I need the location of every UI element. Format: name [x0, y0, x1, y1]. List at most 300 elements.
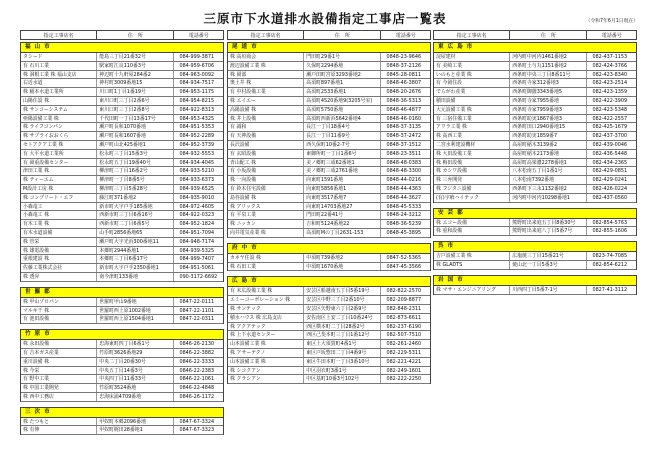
- contractor-address: 中央四丁目11番33号: [97, 375, 174, 383]
- contractor-name: 山本設備工業 株: [228, 340, 304, 348]
- contractor-name: 右近水道: [21, 79, 97, 87]
- contractor-row: [434, 88, 636, 97]
- contractor-address: 高須町5750番地: [304, 106, 381, 114]
- contractor-row: [228, 150, 430, 159]
- contractor-phone: 084-922-0323: [179, 212, 215, 219]
- contractor-address: 柳津町三丁目5番28号: [97, 185, 174, 193]
- contractor-row: [21, 159, 223, 168]
- contractor-address: 西条町寺家7955番地: [510, 97, 587, 105]
- contractor-name: 積田設備: [434, 97, 510, 105]
- contractor-row: [228, 115, 430, 124]
- contractor-phone: 0848-46-4877: [386, 106, 422, 113]
- contractor-address: 柳津町二丁目16番2号: [97, 167, 174, 175]
- contractor-row: [21, 340, 223, 349]
- contractor-phone: 084-953-4325: [179, 115, 215, 122]
- contractor-row: [228, 358, 430, 367]
- contractor-row: [21, 150, 223, 159]
- contractor-phone: 082-422-2557: [592, 115, 628, 122]
- contractor-phone: 084-951-5353: [179, 124, 215, 131]
- contractor-phone: 082-848-2311: [386, 305, 422, 312]
- contractor-address: 中須町1670番地: [304, 263, 381, 271]
- contractor-phone: 0848-37-2472: [386, 133, 422, 140]
- contractor-phone: 0848-45-5333: [386, 203, 422, 210]
- contractor-name: 株 甲山プロパン: [21, 298, 97, 306]
- contractor-address: 東区上大須賀町4番1号: [304, 340, 381, 348]
- contractor-name: 向井電気産業 株: [228, 229, 304, 237]
- contractor-name: 有 野中工業: [21, 375, 97, 383]
- page-title: 三原市下水道排水設備指定工事店一覧表: [203, 11, 447, 26]
- contractor-phone: 084-951-5061: [179, 265, 215, 272]
- contractor-address: 高屋町高梁濃2278番地1: [510, 159, 587, 167]
- contractor-phone: 0847-22-0111: [179, 298, 215, 305]
- contractor-name: 株 ニッカン: [228, 220, 304, 228]
- contractor-row: [21, 141, 223, 150]
- contractor-phone: 082-423-8340: [592, 71, 628, 78]
- contractor-row: [21, 115, 223, 124]
- contractor-name: 株 岡部: [228, 71, 304, 79]
- contractor-name: 株 雄電設備: [21, 247, 97, 255]
- contractor-phone: 0846-22-1061: [179, 376, 215, 383]
- contractor-row: [228, 340, 430, 349]
- contractor-row: [434, 176, 636, 185]
- contractor-address: 能島三丁目21番32号: [97, 53, 174, 61]
- contractor-name: 有 美崎工業: [434, 62, 510, 70]
- contractor-row: [228, 349, 430, 358]
- contractor-phone: 084-963-0092: [179, 71, 215, 78]
- contractor-address: 本郷町2944番地1: [97, 247, 174, 255]
- contractor-row: [228, 53, 430, 62]
- contractor-name: 島谷設備 株: [228, 194, 304, 202]
- contractor-name: 株 クラシアン: [228, 375, 304, 383]
- contractor-address: 熊野町出来庭八丁目5番7号: [510, 227, 587, 235]
- contractor-address: 向東町3517番地7: [304, 194, 381, 202]
- contractor-name: いのもと産業 株: [434, 71, 510, 79]
- contractor-address: 駅家町江良110番3号: [97, 62, 174, 70]
- area-section: [20, 329, 224, 402]
- contractor-name: 有 今岡住設: [434, 79, 510, 87]
- contractor-address: 美ノ郷町三成2761番地: [304, 167, 381, 175]
- contractor-row: [21, 132, 223, 141]
- contractor-address: 川西四丁目5番7-1号: [510, 286, 587, 294]
- contractor-address: 世羅町西上原1002番地: [97, 307, 174, 315]
- contractor-address: 安芸区船越南五丁目5番19号: [304, 287, 381, 295]
- contractor-row: [21, 62, 223, 71]
- contractor-address: 高須町4520番地9(3205号室): [304, 97, 381, 105]
- contractor-row: [434, 71, 636, 80]
- contractor-address: 西条町田口2940番地15: [510, 123, 587, 131]
- area-section: [433, 241, 637, 270]
- contractor-row: [228, 305, 430, 314]
- contractor-phone: 084-939-5325: [179, 247, 215, 254]
- contractor-row: [434, 219, 636, 228]
- contractor-phone: 082-423-1359: [592, 89, 628, 96]
- contractor-address: 西新市町二丁目6番5号: [97, 220, 174, 228]
- contractor-row: [21, 307, 223, 316]
- contractor-row: [434, 150, 636, 159]
- contractor-row: [228, 132, 430, 141]
- area-section: [433, 208, 637, 237]
- contractor-phone: 0848-44-4363: [386, 185, 422, 192]
- contractor-phone: 0848-44-3627: [386, 194, 422, 201]
- contractor-row: [228, 123, 430, 132]
- contractor-row: [434, 141, 636, 150]
- contractor-address: 瀬戸町長和1070番地: [97, 123, 174, 131]
- contractor-row: [228, 375, 430, 384]
- contractor-row: [228, 185, 430, 194]
- contractor-row: [21, 106, 223, 115]
- contractor-phone: 082-261-2460: [386, 341, 422, 348]
- contractor-row: [21, 194, 223, 203]
- contractor-row: [228, 287, 430, 296]
- contractor-phone: 0848-23-9646: [386, 54, 422, 60]
- contractor-phone: 082-422-3909: [592, 97, 628, 104]
- contractor-name: アワラ工業 株: [434, 123, 510, 131]
- area-heading: 安 芸 郡: [434, 209, 636, 219]
- contractor-address: 瀬戸町大字光浜300番地11: [97, 238, 174, 246]
- contractor-phone: 082-434-2365: [592, 159, 628, 166]
- contractor-address: 安芸区矢野東六丁目2番9号: [304, 305, 381, 313]
- contractor-address: 本郷町三丁目6番17号: [97, 255, 174, 263]
- header-phone: 電話番号: [395, 33, 416, 39]
- date-note: （令和7年6月1日現在）: [585, 19, 638, 24]
- contractor-name: 株 上下水道センター: [228, 331, 304, 339]
- header-phone: 電話番号: [601, 33, 622, 39]
- contractor-name: 有木水道設備: [21, 229, 97, 237]
- contractor-row: [434, 227, 636, 236]
- contractor-name: 重川設備 株: [21, 358, 97, 366]
- contractor-name: 二宮水利建設機材: [434, 141, 510, 149]
- contractor-name: 淀屋建材: [434, 53, 510, 61]
- area-section: [20, 42, 224, 282]
- area-heading: 岩 国 市: [434, 276, 636, 286]
- contractor-row: [21, 315, 223, 324]
- contractor-address: 西区横本町二丁目28番2号: [304, 323, 381, 331]
- contractor-row: [21, 167, 223, 176]
- contractor-phone: 084-953-1175: [179, 89, 215, 96]
- contractor-phone: 082-222-2250: [386, 376, 422, 383]
- contractor-phone: 0823-74-7085: [592, 253, 628, 260]
- contractor-name: 株 管栄: [21, 238, 97, 246]
- contractor-name: マルキ干 株: [21, 307, 97, 315]
- contractor-row: [228, 367, 430, 376]
- contractor-row: [21, 71, 223, 80]
- contractor-phone: 0848-37-1512: [386, 141, 422, 148]
- contractor-name: 株 梅田設備: [434, 159, 510, 167]
- contractor-phone: 084-935-9010: [179, 194, 215, 201]
- contractor-name: 株 高垣商会: [228, 53, 304, 61]
- contractor-address: 西条町助実1867番地3: [510, 115, 587, 123]
- column-header: [227, 30, 431, 40]
- contractor-address: 高須町2533番地1: [304, 88, 381, 96]
- contractor-name: M設計工房 株: [21, 185, 97, 193]
- contractor-name: 株 ティーエム: [21, 176, 97, 184]
- contractor-name: セトアクア工業 株: [21, 141, 97, 149]
- contractor-address: 千代田町一丁目13番17号: [97, 115, 174, 123]
- contractor-phone: 0848-37-3135: [386, 124, 422, 131]
- contractor-address: 川口町1丁目1番19号: [97, 88, 174, 96]
- contractor-phone: 082-437-1153: [592, 54, 628, 60]
- contractor-row: [21, 298, 223, 307]
- contractor-name: 株 石田工業: [228, 263, 304, 271]
- contractor-name: 有木工業 株: [21, 220, 97, 228]
- contractor-phone: 0847-22-1101: [179, 307, 215, 314]
- contractor-name: 株 サンコーシステム: [21, 106, 97, 114]
- contractor-name: 株 三弁開発: [434, 176, 510, 184]
- contractor-address: 河内町中河内10298番地1: [510, 194, 587, 202]
- contractor-address: 安芸区中野三丁目2番10号: [304, 296, 381, 304]
- contractor-phone: 0847-22-0311: [179, 316, 215, 323]
- contractor-address: 東区牛田本町一丁目3番10号: [304, 358, 381, 366]
- contractor-row: [21, 203, 223, 212]
- contractor-name: 株 アリックス: [228, 203, 304, 211]
- contractor-row: [21, 185, 223, 194]
- contractor-row: [434, 194, 636, 203]
- contractor-phone: 082-855-1606: [592, 228, 628, 235]
- contractor-name: カネヤ住設 株: [228, 254, 304, 262]
- contractor-address: 西条町助実1859番7: [510, 132, 587, 140]
- header-address: 住 所: [304, 31, 381, 39]
- contractor-name: (有)宇喰ハイテック: [434, 194, 510, 202]
- area-section: [227, 42, 431, 238]
- area-section: [227, 243, 431, 272]
- contractor-name: 有 吉本ガス産業: [21, 349, 97, 357]
- contractor-phone: 082-423-5348: [592, 106, 628, 113]
- contractor-name: 株 コンプリート・エフ: [21, 194, 97, 202]
- contractor-name: 小森竜工 株: [21, 211, 97, 219]
- contractor-name: 有 誠和: [228, 123, 304, 131]
- contractor-name: 有 鈴木住宅設備: [228, 185, 304, 193]
- contractor-phone: 082-429-0241: [592, 177, 628, 184]
- contractor-phone: 082-873-6611: [386, 314, 422, 321]
- contractor-row: [434, 123, 636, 132]
- contractor-name: 有 末広設備工業 株: [228, 287, 304, 295]
- contractor-phone: 0846-22-2383: [179, 367, 215, 374]
- header-name: 指定工事店名: [21, 31, 97, 39]
- contractor-name: 有 中村設備工業: [228, 88, 304, 96]
- contractor-phone: 082-424-3766: [592, 62, 628, 69]
- contractor-row: [228, 159, 430, 168]
- contractor-name: 有 小坂設備: [228, 167, 304, 175]
- contractor-row: [434, 62, 636, 71]
- contractor-phone: 082-425-1679: [592, 124, 628, 131]
- area-heading: 呉 市: [434, 242, 636, 252]
- column-header: [20, 30, 224, 40]
- contractor-row: [21, 220, 223, 229]
- contractor-row: [228, 331, 430, 340]
- column-left: [20, 30, 224, 440]
- contractor-name: 有 岡重設備センター: [21, 159, 97, 167]
- contractor-row: [21, 426, 223, 435]
- contractor-phone: 084-932-5553: [179, 150, 215, 157]
- contractor-address: 八本松南7392番地: [510, 176, 587, 184]
- area-heading: 福 山 市: [21, 43, 223, 53]
- contractor-row: [228, 106, 430, 115]
- contractor-name: 株 大田設備工業: [434, 150, 510, 158]
- contractor-address: 高須町897番地1: [304, 79, 381, 87]
- contractor-name: 株 今栄: [21, 367, 97, 375]
- contractor-row: [434, 185, 636, 194]
- contractor-row: [228, 203, 430, 212]
- contractor-name: 大元設備工業 株: [434, 106, 510, 114]
- contractor-phone: 082-437-3700: [592, 133, 628, 140]
- contractor-name: 株 一向設備: [228, 176, 304, 184]
- contractor-row: [21, 273, 223, 282]
- contractor-phone: 082-437-0560: [592, 194, 628, 201]
- contractor-row: [21, 264, 223, 273]
- contractor-row: [21, 176, 223, 185]
- contractor-phone: 0848-48-3300: [386, 168, 422, 175]
- contractor-phone: 084-939-6525: [179, 185, 215, 192]
- contractor-phone: 0846-26-2130: [179, 341, 215, 348]
- contractor-address: 新市町大字戸手2350番地1: [97, 264, 174, 272]
- contractor-address: 竹原町3626番地29: [97, 349, 174, 357]
- contractor-row: [21, 123, 223, 132]
- contractor-phone: 084-952-1824: [179, 221, 215, 228]
- header-name: 指定工事店名: [434, 31, 510, 39]
- contractor-row: [228, 323, 430, 332]
- contractor-address: 西条町下三永1132番地2: [510, 185, 587, 193]
- contractor-row: [228, 296, 430, 305]
- area-heading: 三 次 市: [21, 408, 223, 418]
- contractor-name: 株 サンテック: [228, 305, 304, 313]
- contractor-phone: 0848-24-3212: [386, 212, 422, 219]
- contractor-row: [228, 141, 430, 150]
- contractor-row: [228, 88, 430, 97]
- contractor-phone: 084-999-7407: [179, 256, 215, 263]
- area-heading: 広 島 市: [228, 277, 430, 287]
- contractor-phone: 082-221-4221: [386, 358, 422, 365]
- contractor-address: 門田町29番1号: [304, 53, 381, 61]
- contractor-address: 東御所町一丁目1番6号: [304, 150, 381, 158]
- contractor-row: [21, 97, 223, 106]
- contractor-address: 中区羽衣町3番1号: [304, 367, 381, 375]
- contractor-address: 西条町土与丸1151番地2: [510, 62, 587, 70]
- contractor-address: 瀬戸田町宮原3293番地2: [304, 71, 381, 79]
- contractor-phone: 082-209-8877: [386, 297, 422, 304]
- contractor-address: 安佐南区上安二丁目10番24号: [304, 314, 381, 322]
- contractor-phone: 090-3172-6692: [179, 273, 218, 280]
- contractor-phone: 0846-26-1172: [179, 393, 215, 400]
- contractor-row: [434, 115, 636, 124]
- contractor-name: 株 中国工業開発: [21, 384, 97, 392]
- contractor-row: [434, 261, 636, 270]
- contractor-row: [434, 252, 636, 261]
- contractor-address: 山手町2856番地65: [97, 229, 174, 237]
- header-name: 指定工事店名: [228, 31, 304, 39]
- header-address: 住 所: [97, 31, 174, 39]
- contractor-phone: 0847-52-5365: [386, 254, 422, 261]
- contractor-phone: 084-999-3871: [179, 54, 215, 60]
- contractor-address: 美ノ郷町三成62番地1: [304, 159, 381, 167]
- contractor-phone: 0846-22-3333: [179, 358, 215, 365]
- contractor-name: 渡辺設備工業 株: [228, 62, 304, 70]
- contractor-row: [228, 97, 430, 106]
- contractor-name: 株 マサ・エンジニアリング: [434, 286, 510, 294]
- contractor-phone: 084-934-7517: [179, 80, 215, 87]
- contractor-address: 南今津町133番地: [97, 273, 174, 281]
- contractor-name: 青山配工 株: [228, 159, 304, 167]
- contractor-address: 西条町寺家312番地3: [510, 79, 587, 87]
- contractor-name: 株 エイエー: [228, 97, 304, 105]
- contractor-name: 有 大平水道工業所: [21, 150, 97, 158]
- contractor-address: 広塩焼三丁目15番21号: [510, 252, 587, 260]
- contractor-address: 神辺町十九軒屋284番2: [97, 71, 174, 79]
- contractor-name: 小森竜工: [21, 203, 97, 211]
- contractor-phone: 084-952-2289: [179, 133, 215, 140]
- header-address: 住 所: [510, 31, 587, 39]
- contractor-phone: 084-948-7174: [179, 238, 215, 245]
- contractor-phone: 084-972-4605: [179, 203, 215, 210]
- contractor-address: 八本松南五丁目1番1号: [510, 167, 587, 175]
- area-heading: 東 広 島 市: [434, 43, 636, 53]
- contractor-address: 河内町中河内1461番地2: [510, 53, 587, 61]
- contractor-row: [434, 132, 636, 141]
- column-right: [433, 30, 637, 300]
- contractor-name: 株 シコクアン: [228, 367, 304, 375]
- contractor-row: [21, 358, 223, 367]
- contractor-phone: 0847-45-3566: [386, 263, 422, 270]
- column-middle: [227, 30, 431, 389]
- area-section: [20, 407, 224, 436]
- contractor-name: 長沢設備: [228, 141, 304, 149]
- contractor-row: [434, 167, 636, 176]
- contractor-name: 有 天神設備: [228, 132, 304, 140]
- contractor-address: 向東町1591番地: [304, 176, 381, 184]
- contractor-row: [228, 176, 430, 185]
- contractor-phone: 0847-67-3324: [179, 418, 215, 425]
- contractor-phone: 082-429-0851: [592, 168, 628, 175]
- contractor-phone: 082-249-1601: [386, 367, 422, 374]
- contractor-phone: 0848-37-2126: [386, 62, 422, 69]
- contractor-name: 株 カシワ設備: [434, 167, 510, 175]
- contractor-name: でらがわ産業: [434, 88, 510, 96]
- contractor-address: 竹原町3524番地: [97, 384, 174, 392]
- contractor-address: 新市町大字戸手185番地: [97, 203, 174, 211]
- contractor-address: 世羅町西上原1504番地1: [97, 315, 174, 323]
- contractor-row: [228, 194, 430, 203]
- contractor-name: 株 西中工務店: [21, 393, 97, 401]
- contractor-name: 有 玄昭設備: [228, 150, 304, 158]
- contractor-row: [21, 88, 223, 97]
- area-section: [20, 287, 224, 324]
- contractor-name: 株 GLADTS: [434, 261, 510, 269]
- area-heading: 府 中 市: [228, 244, 430, 254]
- contractor-address: 西区己斐本町三丁目1番12号: [304, 331, 381, 339]
- contractor-address: 瀬戸町山北425番地1: [97, 141, 174, 149]
- contractor-row: [228, 71, 430, 80]
- contractor-name: 佐藤工業株式会社: [21, 264, 97, 272]
- contractor-phone: 0848-20-2676: [386, 89, 422, 96]
- contractor-address: 長江一丁目11番9号: [304, 132, 381, 140]
- contractor-row: [21, 238, 223, 247]
- contractor-name: 株 アサーテクノ: [228, 349, 304, 357]
- contractor-address: 中央五丁目14番3号: [97, 367, 174, 375]
- contractor-row: [21, 229, 223, 238]
- contractor-phone: 084-952-3739: [179, 141, 215, 148]
- contractor-address: 向東町14703番地27: [304, 203, 381, 211]
- contractor-phone: 0846-22-3882: [179, 349, 215, 356]
- contractor-row: [228, 314, 430, 323]
- contractor-name: 株 高西工業: [434, 132, 510, 140]
- contractor-name: タシード: [21, 53, 97, 61]
- contractor-row: [228, 79, 430, 88]
- contractor-phone: 084-951-7094: [179, 229, 215, 236]
- contractor-row: [228, 62, 430, 71]
- contractor-name: 津田工業 株: [21, 167, 97, 175]
- contractor-row: [228, 254, 430, 263]
- contractor-row: [434, 286, 636, 295]
- contractor-address: 忠海東町四丁目6番1号: [97, 340, 174, 348]
